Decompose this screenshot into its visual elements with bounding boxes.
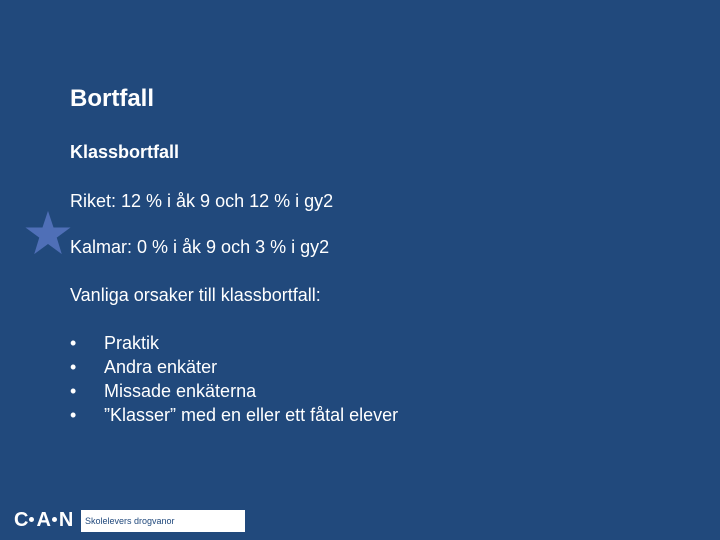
logo-letter: C	[14, 509, 28, 531]
bullet-marker: •	[70, 381, 77, 401]
slide-subtitle: Klassbortfall	[70, 142, 180, 162]
bullet-marker: •	[70, 333, 77, 353]
can-logo	[14, 508, 72, 532]
bullet-marker: •	[70, 405, 77, 425]
list-item-text: Missade enkäterna	[104, 381, 257, 401]
logo-dot	[29, 517, 34, 522]
list-item-text: ”Klasser” med en eller ett fåtal elever	[104, 405, 399, 425]
footer-label: Skolelevers drogvanor	[81, 510, 245, 532]
national-stat-line: Riket: 12 % i åk 9 och 12 % i gy2	[70, 191, 334, 211]
logo-letter: N	[58, 509, 73, 531]
logo-letter: A	[36, 509, 50, 531]
list-item-text: Praktik	[104, 333, 160, 353]
list-item-text: Andra enkäter	[104, 357, 218, 377]
bullet-marker: •	[70, 357, 77, 377]
slide-title: Bortfall	[70, 85, 154, 112]
kalmar-stat-line: Kalmar: 0 % i åk 9 och 3 % i gy2	[70, 237, 330, 257]
star-icon	[25, 210, 71, 256]
logo-dot	[52, 517, 57, 522]
reasons-heading: Vanliga orsaker till klassbortfall:	[70, 285, 321, 305]
